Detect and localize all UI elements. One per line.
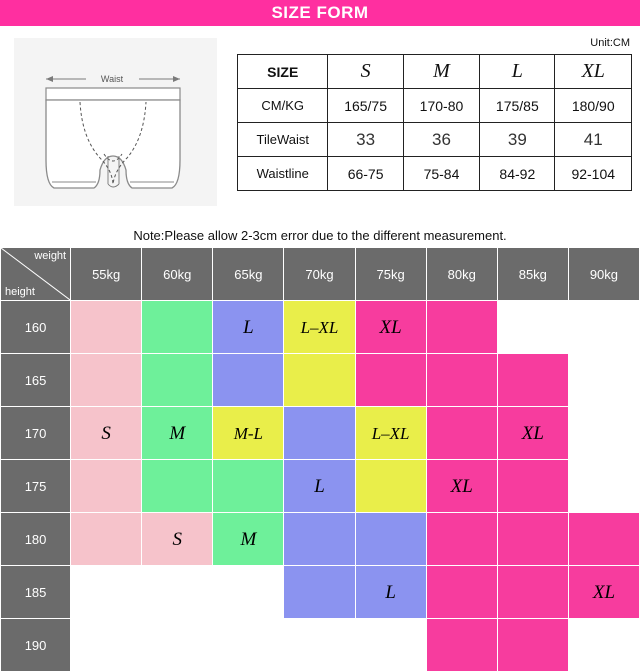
matrix-cell-180-85 xyxy=(497,513,568,566)
size-label: L–XL xyxy=(300,317,339,337)
matrix-cell-175-70 xyxy=(284,460,355,513)
matrix-cell-160-70 xyxy=(284,301,355,354)
matrix-cell-160-85 xyxy=(497,301,568,354)
spec-cell-cmkg-l: 175/85 xyxy=(480,89,555,123)
matrix-col-header-75kg: 75kg xyxy=(355,248,426,301)
matrix-cell-190-55 xyxy=(71,619,142,672)
matrix-cell-180-60 xyxy=(142,513,213,566)
spec-cell-tilewaist-m: 36 xyxy=(403,123,479,157)
matrix-weight-axis-label: weight xyxy=(34,250,67,262)
matrix-cell-180-75 xyxy=(355,513,426,566)
matrix-cell-190-90 xyxy=(568,619,639,672)
matrix-cell-165-55 xyxy=(71,354,142,407)
matrix-cell-165-60 xyxy=(142,354,213,407)
spec-table-wrapper xyxy=(223,34,632,222)
spec-cell-waistline-l: 84-92 xyxy=(480,157,555,191)
size-label: S xyxy=(101,422,111,444)
matrix-cell-185-75 xyxy=(355,566,426,619)
table-row xyxy=(238,123,632,157)
spec-row-label-tilewaist: TileWaist xyxy=(238,123,328,157)
matrix-cell-160-55 xyxy=(71,301,142,354)
matrix-cell-185-65 xyxy=(213,566,284,619)
size-label: XL xyxy=(521,422,544,444)
matrix-cell-175-60 xyxy=(142,460,213,513)
table-row xyxy=(1,460,640,513)
size-label: XL xyxy=(450,475,473,497)
matrix-cell-170-75 xyxy=(355,407,426,460)
spec-header-l: L xyxy=(480,55,555,89)
size-label: M xyxy=(240,528,257,550)
measurement-note: Note:Please allow 2-3cm error due to the different measurement. xyxy=(133,228,507,243)
table-row xyxy=(1,407,640,460)
boxer-briefs-icon xyxy=(8,34,223,214)
matrix-cell-190-70 xyxy=(284,619,355,672)
matrix-cell-180-65 xyxy=(213,513,284,566)
waist-label: Waist xyxy=(100,74,124,84)
spec-cell-waistline-s: 66-75 xyxy=(328,157,403,191)
matrix-row-header-170: 170 xyxy=(1,407,71,460)
matrix-col-header-90kg: 90kg xyxy=(568,248,639,301)
matrix-cell-190-65 xyxy=(213,619,284,672)
table-row xyxy=(238,157,632,191)
matrix-cell-175-75 xyxy=(355,460,426,513)
size-label: XL xyxy=(379,316,402,338)
size-label: L xyxy=(243,316,254,338)
matrix-cell-165-80 xyxy=(426,354,497,407)
matrix-row-header-160: 160 xyxy=(1,301,71,354)
size-label: XL xyxy=(592,581,616,603)
matrix-cell-165-75 xyxy=(355,354,426,407)
matrix-cell-175-90 xyxy=(568,460,639,513)
size-label: L xyxy=(314,475,325,497)
matrix-cell-170-70 xyxy=(284,407,355,460)
matrix-cell-185-70 xyxy=(284,566,355,619)
matrix-cell-165-85 xyxy=(497,354,568,407)
spec-cell-waistline-m: 75-84 xyxy=(403,157,479,191)
matrix-cell-175-80 xyxy=(426,460,497,513)
spec-header-m: M xyxy=(403,55,479,89)
matrix-cell-185-85 xyxy=(497,566,568,619)
matrix-cell-160-80 xyxy=(426,301,497,354)
matrix-cell-165-65 xyxy=(213,354,284,407)
table-row xyxy=(1,566,640,619)
matrix-col-header-65kg: 65kg xyxy=(213,248,284,301)
matrix-col-header-80kg: 80kg xyxy=(426,248,497,301)
matrix-cell-175-85 xyxy=(497,460,568,513)
spec-cell-cmkg-m: 170-80 xyxy=(403,89,479,123)
spec-header-row xyxy=(238,55,632,89)
matrix-cell-185-60 xyxy=(142,566,213,619)
matrix-cell-170-60 xyxy=(142,407,213,460)
matrix-cell-160-75 xyxy=(355,301,426,354)
table-row xyxy=(1,619,640,672)
matrix-corner-cell xyxy=(1,248,71,301)
matrix-cell-165-70 xyxy=(284,354,355,407)
spec-row-label-cmkg: CM/KG xyxy=(238,89,328,123)
matrix-cell-190-75 xyxy=(355,619,426,672)
matrix-row-header-180: 180 xyxy=(1,513,71,566)
size-label: M xyxy=(169,422,186,444)
matrix-cell-160-60 xyxy=(142,301,213,354)
matrix-row-header-185: 185 xyxy=(1,566,71,619)
table-row xyxy=(1,354,640,407)
matrix-col-header-70kg: 70kg xyxy=(284,248,355,301)
matrix-cell-170-80 xyxy=(426,407,497,460)
page-title: SIZE FORM xyxy=(271,3,369,22)
table-row xyxy=(1,301,640,354)
spec-header-s: S xyxy=(328,55,403,89)
matrix-cell-185-80 xyxy=(426,566,497,619)
height-weight-matrix xyxy=(0,247,640,672)
top-section xyxy=(0,26,640,222)
matrix-cell-170-55 xyxy=(71,407,142,460)
matrix-row-header-175: 175 xyxy=(1,460,71,513)
spec-cell-tilewaist-s: 33 xyxy=(328,123,403,157)
spec-header-size: SIZE xyxy=(238,55,328,89)
spec-cell-cmkg-xl: 180/90 xyxy=(555,89,632,123)
matrix-cell-175-65 xyxy=(213,460,284,513)
matrix-cell-170-65 xyxy=(213,407,284,460)
matrix-cell-190-80 xyxy=(426,619,497,672)
matrix-cell-170-85 xyxy=(497,407,568,460)
matrix-row-header-165: 165 xyxy=(1,354,71,407)
matrix-row-header-190: 190 xyxy=(1,619,71,672)
matrix-header-row xyxy=(1,248,640,301)
matrix-cell-185-55 xyxy=(71,566,142,619)
unit-label: Unit:CM xyxy=(590,37,630,49)
size-label: L–XL xyxy=(371,423,410,443)
spec-cell-tilewaist-l: 39 xyxy=(480,123,555,157)
product-illustration xyxy=(8,34,223,222)
matrix-cell-190-60 xyxy=(142,619,213,672)
page-title-bar xyxy=(0,0,640,26)
matrix-cell-190-85 xyxy=(497,619,568,672)
matrix-col-header-55kg: 55kg xyxy=(71,248,142,301)
size-label: L xyxy=(385,581,396,603)
table-row xyxy=(238,89,632,123)
size-label: M-L xyxy=(233,423,264,443)
spec-cell-tilewaist-xl: 41 xyxy=(555,123,632,157)
spec-header-xl: XL xyxy=(555,55,632,89)
matrix-cell-185-90 xyxy=(568,566,639,619)
table-row xyxy=(1,513,640,566)
matrix-cell-180-70 xyxy=(284,513,355,566)
matrix-cell-180-80 xyxy=(426,513,497,566)
matrix-cell-175-55 xyxy=(71,460,142,513)
size-spec-table xyxy=(237,54,632,191)
matrix-cell-165-90 xyxy=(568,354,639,407)
spec-row-label-waistline: Waistline xyxy=(238,157,328,191)
matrix-cell-160-90 xyxy=(568,301,639,354)
matrix-col-header-60kg: 60kg xyxy=(142,248,213,301)
matrix-col-header-85kg: 85kg xyxy=(497,248,568,301)
matrix-cell-180-90 xyxy=(568,513,639,566)
matrix-cell-170-90 xyxy=(568,407,639,460)
spec-cell-cmkg-s: 165/75 xyxy=(328,89,403,123)
spec-cell-waistline-xl: 92-104 xyxy=(555,157,632,191)
matrix-height-axis-label: height xyxy=(5,286,35,298)
size-label: S xyxy=(172,528,183,550)
matrix-cell-160-65 xyxy=(213,301,284,354)
matrix-cell-180-55 xyxy=(71,513,142,566)
